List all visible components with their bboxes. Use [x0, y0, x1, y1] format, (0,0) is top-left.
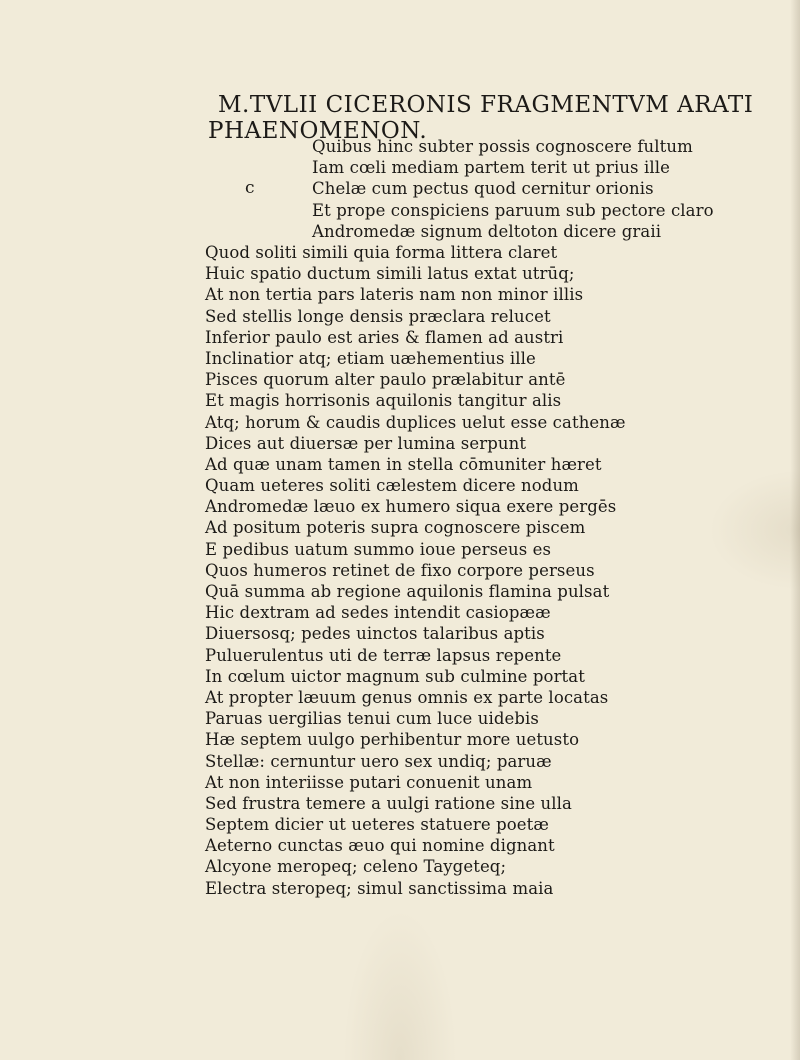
verse-line: Dices aut diuersæ per lumina serpunt	[205, 433, 527, 453]
verse-line: Inferior paulo est aries & flamen ad austri	[205, 327, 564, 347]
verse-line: Diuersosq; pedes uinctos talaribus aptis	[205, 624, 545, 644]
verse-line: Quā summa ab regione aquilonis flamina pulsat	[205, 582, 610, 601]
page-edge-shadow	[790, 0, 800, 1060]
verse-line: Huic spatio ductum simili latus extat utrūq;	[205, 264, 575, 284]
verse-line: Sed frustra temere a uulgi ratione sine ulla	[205, 793, 572, 813]
verse-line: Stellæ: cernuntur uero sex undiq; paruæ	[205, 751, 552, 771]
verse-block-main	[205, 242, 626, 899]
verse-line: Puluerulentus uti de terræ lapsus repente	[205, 645, 562, 665]
verse-line: At non tertia pars lateris nam non minor illis	[205, 285, 584, 305]
verse-line: Atq; horum & caudis duplices uelut esse cathenæ	[205, 412, 626, 432]
verse-line: Quod soliti simili quia forma littera claret	[205, 243, 558, 262]
verse-line: Septem dicier ut ueteres statuere poetæ	[205, 815, 549, 835]
verse-line: Hic dextram ad sedes intendit casiopææ	[205, 603, 551, 623]
verse-line: Alcyone meropeq; celeno Taygeteq;	[205, 857, 507, 877]
verse-line: Sed stellis longe densis præclara relucet	[205, 306, 551, 326]
verse-line: Inclinatior atq; etiam uæhementius ille	[205, 348, 536, 368]
verse-line: Quam ueteres soliti cælestem dicere nodum	[205, 476, 579, 496]
marginal-letter: c	[245, 178, 255, 198]
verse-line: Quos humeros retinet de fixo corpore perseus	[205, 560, 595, 580]
verse-line: At propter læuum genus omnis ex parte locatas	[205, 687, 609, 707]
verse-line: Electra steropeq; simul sanctissima maia	[205, 878, 554, 898]
verse-line: E pedibus uatum summo ioue perseus es	[205, 539, 552, 559]
verse-line: Chelæ cum pectus quod cernitur orionis	[312, 179, 654, 199]
verse-line: In cœlum uictor magnum sub culmine portat	[205, 666, 585, 686]
verse-line: Ad positum poteris supra cognoscere piscem	[205, 518, 586, 538]
verse-line: Ad quæ unam tamen in stella cōmuniter hæret	[205, 454, 602, 474]
verse-block-indented	[312, 136, 714, 242]
verse-line: Hæ septem uulgo perhibentur more uetusto	[205, 730, 580, 750]
verse-line: Andromedæ læuo ex humero siqua exere pergēs	[205, 497, 617, 517]
verse-line: Et prope conspiciens paruum sub pectore claro	[312, 200, 714, 220]
verse-line: Pisces quorum alter paulo prælabitur antē	[205, 370, 566, 390]
verse-line: At non interiisse putari conuenit unam	[205, 772, 533, 792]
verse-line: Aeterno cunctas æuo qui nomine dignant	[205, 836, 555, 856]
verse-line: Iam cœli mediam partem terit ut prius ille	[312, 158, 670, 178]
title-line-1: M.TVLII CICERONIS FRAGMENTVM ARATI	[218, 92, 754, 118]
verse-line: Quibus hinc subter possis cognoscere fultum	[312, 137, 693, 156]
verse-line: Andromedæ signum deltoton dicere graii	[312, 221, 662, 241]
title-line-2: PHAENOMENON.	[208, 118, 428, 144]
verse-line: Paruas uergilias tenui cum luce uidebis	[205, 709, 540, 729]
verse-line: Et magis horrisonis aquilonis tangitur alis	[205, 391, 562, 411]
